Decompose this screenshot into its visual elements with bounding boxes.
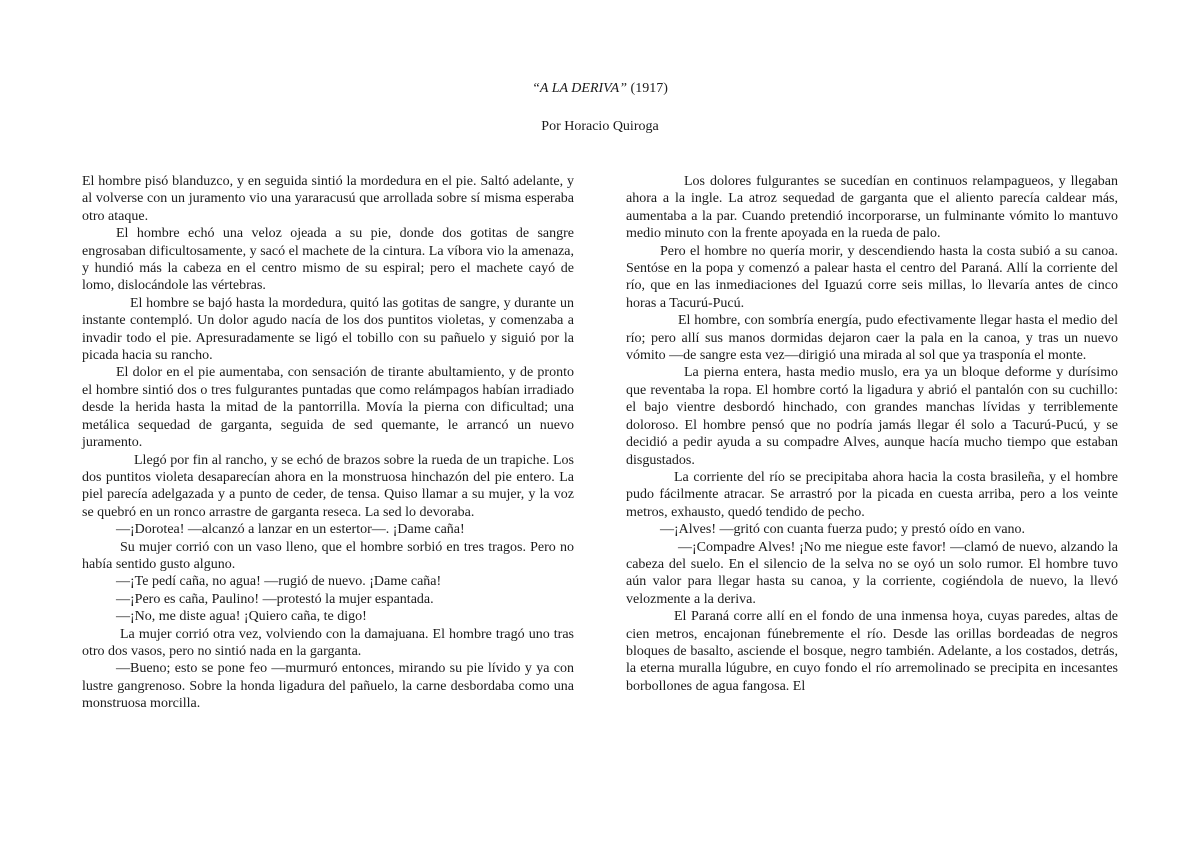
paragraph: La mujer corrió otra vez, volviendo con la damajuana. El hombre tragó uno tras otro dos vasos, pero no sintió nada en la garganta. (82, 626, 574, 659)
dialogue-line: —¡Pero es caña, Paulino! —protestó la mujer espantada. (116, 591, 434, 607)
paragraph: El dolor en el pie aumentaba, con sensación de tirante abultamiento, y de pronto el hombre sintió dos o tres fulgurantes puntadas que como relámpagos habían irradiado desde la herida hasta la mitad de la pantorrilla. Movía la pierna con dificultad; una metálica sequedad de garganta, seguida de sed quemante, le arrancó un nuevo juramento. (82, 365, 574, 451)
dialogue-line: —¡Alves! —gritó con cuanta fuerza pudo; y prestó oído en vano. (660, 522, 1026, 538)
paragraph: El hombre echó una veloz ojeada a su pie, donde dos gotitas de sangre engrosaban dificultosamente, y sacó el machete de la cintura. La víbora vio la amenaza, y hundió más la cabeza en el centro mismo de su espiral; pero el machete cayó de lomo, dislocándole las vértebras. (82, 226, 574, 294)
dialogue-line: —Bueno; esto se pone feo —murmuró entonces, mirando su pie lívido y ya con lustre gangrenoso. Sobre la honda ligadura del pañuelo, la carne desbordaba como una monstruosa morcilla. (82, 661, 574, 712)
paragraph: El Paraná corre allí en el fondo de una inmensa hoya, cuyas paredes, altas de cien metros, encajonan fúnebremente el río. Desde las orillas bordeadas de negros bloques de basalto, asciende el bosque, negro también. Adelante, a los costados, detrás, la eterna muralla lúgubre, en cuyo fondo el río arremolinado se precipita en incesantes borbollones de agua fangosa. El (626, 609, 1118, 694)
story-title (0, 80, 1200, 98)
paragraph: El hombre pisó blanduzco, y en seguida sintió la mordedura en el pie. Saltó adelante, y al volverse con un juramento vio una yararacusú que arrollada sobre sí misma esperaba otro ataque. (82, 174, 574, 224)
paragraph: El hombre se bajó hasta la mordedura, quitó las gotitas de sangre, y durante un instante contempló. Un dolor agudo nacía de los dos puntitos violetas, y comenzaba a invadir todo el pie. Apresuradamente se ligó el tobillo con su pañuelo y siguió por la picada hacia su rancho. (82, 295, 574, 364)
paragraph: La corriente del río se precipitaba ahora hacia la costa brasileña, y el hombre pudo fácilmente atracar. Se arrastró por la picada en cuesta arriba, pero a los veinte metros, exhausto, quedó tendido de pecho. (626, 469, 1118, 520)
dialogue-line: —¡Compadre Alves! ¡No me niegue este favor! —clamó de nuevo, alzando la cabeza del suelo. En el silencio de la selva no se oyó un solo rumor. El hombre tuvo aún valor para llegar hasta su canoa, y la corriente, cogiéndola de nuevo, la llevó velozmente a la deriva. (626, 539, 1118, 607)
story-title-year: (1917) (627, 81, 668, 96)
left-text-column (82, 173, 574, 713)
paragraph: Su mujer corrió con un vaso lleno, que el hombre sorbió en tres tragos. Pero no había sentido gusto alguno. (82, 539, 574, 572)
paragraph: Llegó por fin al rancho, y se echó de brazos sobre la rueda de un trapiche. Los dos puntitos violeta desaparecían ahora en la monstruosa hinchazón del pie entero. La piel parecía adelgazada y a punto de ceder, de tensa. Quiso llamar a su mujer, y la voz se quebró en un ronco arrastre de garganta reseca. La sed lo devoraba. (82, 452, 574, 520)
paragraph: Los dolores fulgurantes se sucedían en continuos relampagueos, y llegaban ahora a la ingle. La atroz sequedad de garganta que el aliento parecía caldear más, aumentaba a la par. Cuando pretendió incorporarse, un fulminante vómito lo mantuvo medio minuto con la frente apoyada en la rueda de palo. (626, 174, 1118, 242)
paragraph: El hombre, con sombría energía, pudo efectivamente llegar hasta el medio del río; pero allí sus manos dormidas dejaron caer la pala en la canoa, y tras un nuevo vómito —de sangre esta vez—dirigió una mirada al sol que ya trasponía el monte. (626, 313, 1118, 364)
story-author: Por Horacio Quiroga (541, 119, 659, 134)
paragraph: La pierna entera, hasta medio muslo, era ya un bloque deforme y durísimo que reventaba la ropa. El hombre cortó la ligadura y abrió el pantalón con su cuchillo: el bajo vientre desbordó hinchado, con grandes manchas lívidas y terriblemente doloroso. El hombre pensó que no podría jamás llegar él solo a Tacurú-Pucú, y se decidió a pedir ayuda a su compadre Alves, aunque hacía mucho tiempo que estaban disgustados. (626, 365, 1118, 468)
dialogue-line: —¡Dorotea! —alcanzó a lanzar en un estertor—. ¡Dame caña! (116, 522, 465, 538)
right-text-column (626, 173, 1118, 695)
dialogue-line: —¡No, me diste agua! ¡Quiero caña, te digo! (116, 609, 367, 625)
dialogue-line: —¡Te pedí caña, no agua! —rugió de nuevo. ¡Dame caña! (116, 574, 442, 590)
paragraph: Pero el hombre no quería morir, y descendiendo hasta la costa subió a su canoa. Sentóse en la popa y comenzó a palear hasta el centro del Paraná. Allí la corriente del río, que en las inmediaciones del Iguazú corre seis millas, lo llevaría antes de cinco horas a Tacurú-Pucú. (626, 243, 1118, 311)
story-title-name: “A LA DERIVA” (532, 81, 628, 96)
